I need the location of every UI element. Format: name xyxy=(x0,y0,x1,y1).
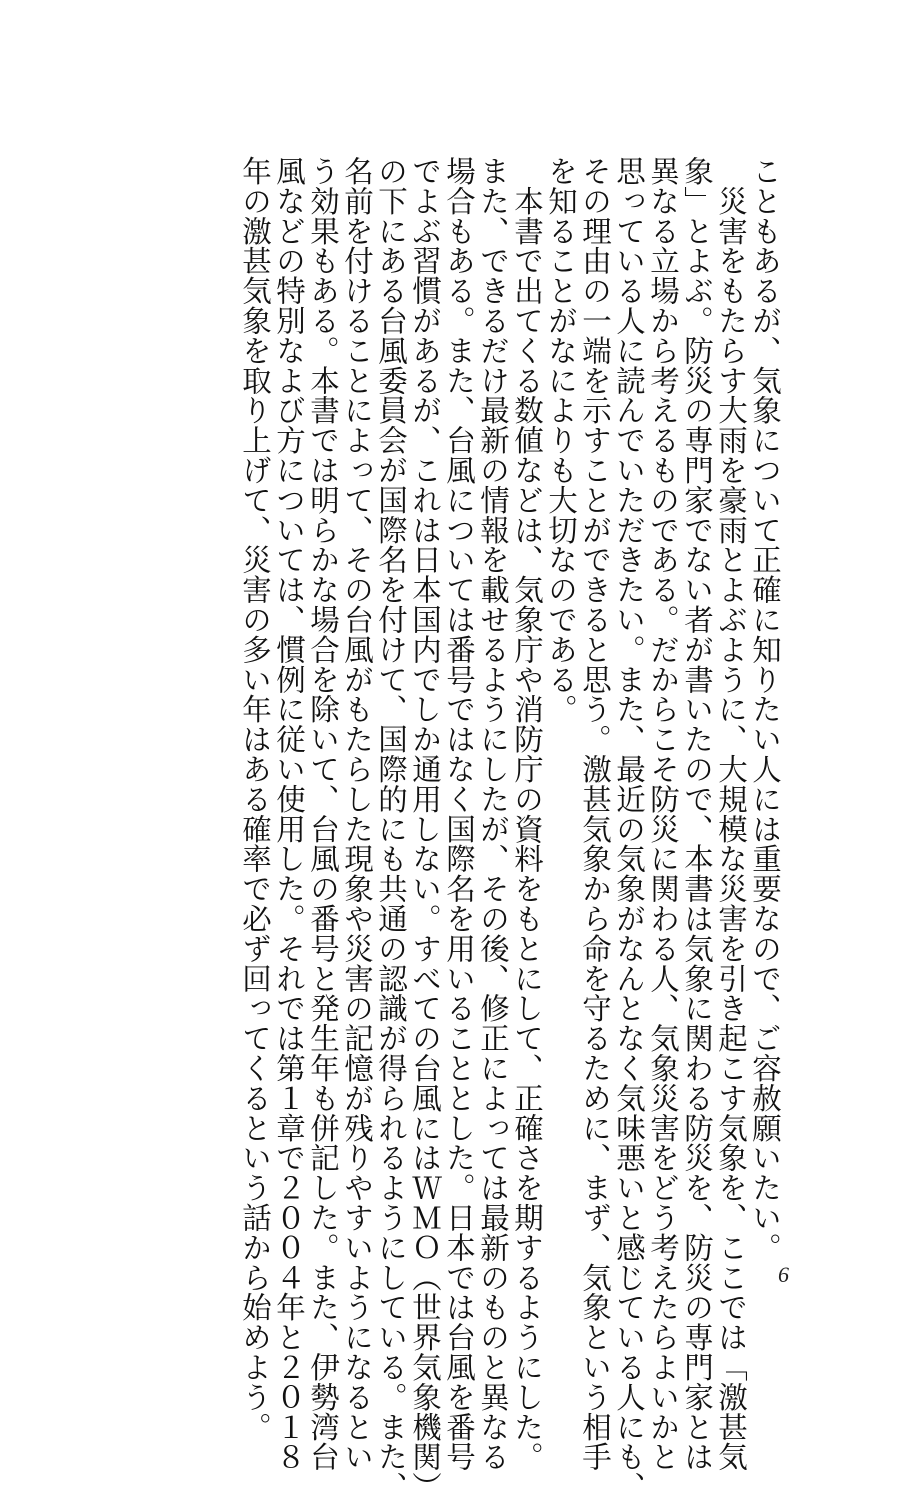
text-column: う効果もある。本書では明らかな場合を除いて、台風の番号と発生年も併記した。また、伊勢湾台 xyxy=(306,156,340,1472)
text-column: 異なる立場から考えるものである。だからこそ防災に関わる人、気象災害をどう考えたらよいかと xyxy=(646,156,680,1472)
text-column: その理由の一端を示すことができると思う。激甚気象から命を守るために、まず、気象という相手 xyxy=(578,156,612,1472)
text-column: 象」とよぶ。防災の専門家でない者が書いたので、本書は気象に関わる防災を、防災の専門家とは xyxy=(680,156,714,1472)
body-text xyxy=(212,156,782,1502)
text-column: 思っている人に読んでいただきたい。また、最近の気象がなんとなく気味悪いと感じている人にも、 xyxy=(612,156,646,1502)
text-column: 風などの特別なよび方については、慣例に従い使用した。それでは第１章で２００４年と２０１８ xyxy=(272,156,306,1472)
text-column: 名前を付けることによって、その台風がもたらした現象や災害の記憶が残りやすいようになるとい xyxy=(340,156,374,1472)
text-column: を知ることがなによりも大切なのである。 xyxy=(544,156,578,725)
text-column: 場合もある。また、台風については番号ではなく国際名を用いることとした。日本では台風を番号 xyxy=(442,156,476,1472)
text-column: 災害をもたらす大雨を豪雨とよぶように、大規模な災害を引き起こす気象を、ここでは「激甚気 xyxy=(714,156,748,1472)
text-column: でよぶ習慣があるが、これは日本国内でしか通用しない。すべての台風にはＷＭＯ（世界気象機関） xyxy=(408,156,442,1502)
page-number: 6 xyxy=(778,1262,789,1287)
text-column: また、できるだけ最新の情報を載せるようにしたが、その後、修正によっては最新のものと異なる xyxy=(476,156,510,1472)
text-column: 年の激甚気象を取り上げて、災害の多い年はある確率で必ず回ってくるという話から始めよう。 xyxy=(238,156,272,1442)
text-column: の下にある台風委員会が国際名を付けて、国際的にも共通の認識が得られるようにしている。また、 xyxy=(374,156,408,1502)
text-column: 本書で出てくる数値などは、気象庁や消防庁の資料をもとにして、正確さを期するようにした。 xyxy=(510,156,544,1472)
text-column: こともあるが、気象について正確に知りたい人には重要なので、ご容赦願いたい。 xyxy=(748,156,782,1263)
